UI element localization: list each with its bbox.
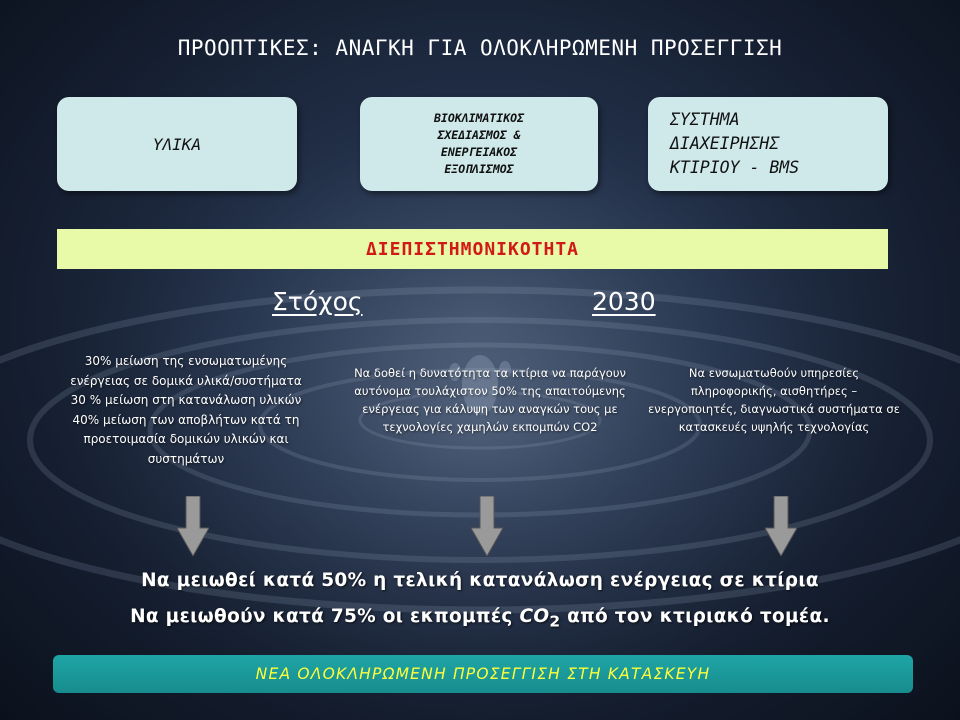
down-arrow-icon: [471, 496, 503, 556]
bms-box-label: ΣΥΣΤΗΜΑ ΔΙΑΧΕΙΡΗΣΗΣ ΚΤΙΡΙΟΥ - BMS: [670, 110, 800, 177]
goal-co2-co: CO: [519, 606, 550, 627]
technology-targets: [646, 364, 902, 436]
bioclimatic-design-box: [360, 97, 598, 191]
materials-target-2: 30 % μείωση στη κατανάλωση υλικών: [70, 393, 302, 407]
energy-target-1: Να δοθεί η δυνατότητα τα κτίρια να παράγουν αυτόνομα τουλάχιστον 50% της απαιτούμενης ενέργειας για κάλυψη των αναγκών τους με τεχνολογίες χαμηλών εκπομπών CO2: [354, 366, 626, 434]
bms-box: [648, 97, 888, 191]
goal-co2-suffix: από τον κτιριακό τομέα.: [560, 606, 830, 627]
goal-co2-subscript: 2: [549, 612, 561, 631]
materials-targets: [56, 352, 316, 469]
materials-box-label: ΥΛΙΚΑ: [152, 134, 202, 154]
slide-title: ΠΡΟΟΠΤΙΚΕΣ: ΑΝΑΓΚΗ ΓΙΑ ΟΛΟΚΛΗΡΩΜΕΝΗ ΠΡΟΣΕΓΓΙΣΗ: [177, 36, 783, 60]
interdisciplinarity-label: ΔΙΕΠΙΣΤΗΜΟΝΙΚΟΤΗΤΑ: [365, 238, 580, 260]
down-arrow-icon: [765, 496, 797, 556]
new-approach-band: [53, 655, 913, 693]
target-word: Στόχος: [272, 287, 363, 316]
technology-target-1: Να ενσωματωθούν υπηρεσίες πληροφορικής, αισθητήρες – ενεργοποιητές, διαγνωστικά συστήματα σε κατασκευές υψηλής τεχνολογίας: [648, 366, 900, 434]
goal-co2-prefix: Να μειωθούν κατά 75% οι εκπομπές: [130, 606, 520, 627]
bioclimatic-design-box-label: ΒΙΟΚΛΙΜΑΤΙΚΟΣ ΣΧΕΔΙΑΣΜΟΣ & ΕΝΕΡΓΕΙΑΚΟΣ ΕΞΟΠΛΙΣΜΟΣ: [433, 111, 524, 176]
goal-co2-reduction: [0, 606, 960, 631]
new-approach-label: ΝΕΑ ΟΛΟΚΛΗΡΩΜΕΝΗ ΠΡΟΣΕΓΓΙΣΗ ΣΤΗ ΚΑΤΑΣΚΕΥΗ: [255, 665, 711, 683]
materials-target-1: 30% μείωση της ενσωματωμένης ενέργειας σε δομικά υλικά/συστήματα: [70, 354, 302, 388]
goal-co2-symbol: [519, 606, 561, 631]
goal-energy-reduction: Να μειωθεί κατά 50% η τελική κατανάλωση ενέργειας σε κτίρια: [141, 570, 819, 591]
interdisciplinarity-band: [57, 229, 888, 269]
down-arrow-icon: [177, 496, 209, 556]
energy-targets: [354, 364, 626, 436]
materials-box: [57, 97, 297, 191]
target-year: 2030: [592, 287, 656, 316]
materials-target-3: 40% μείωση των αποβλήτων κατά τη προετοιμασία δομικών υλικών και συστημάτων: [72, 412, 300, 466]
